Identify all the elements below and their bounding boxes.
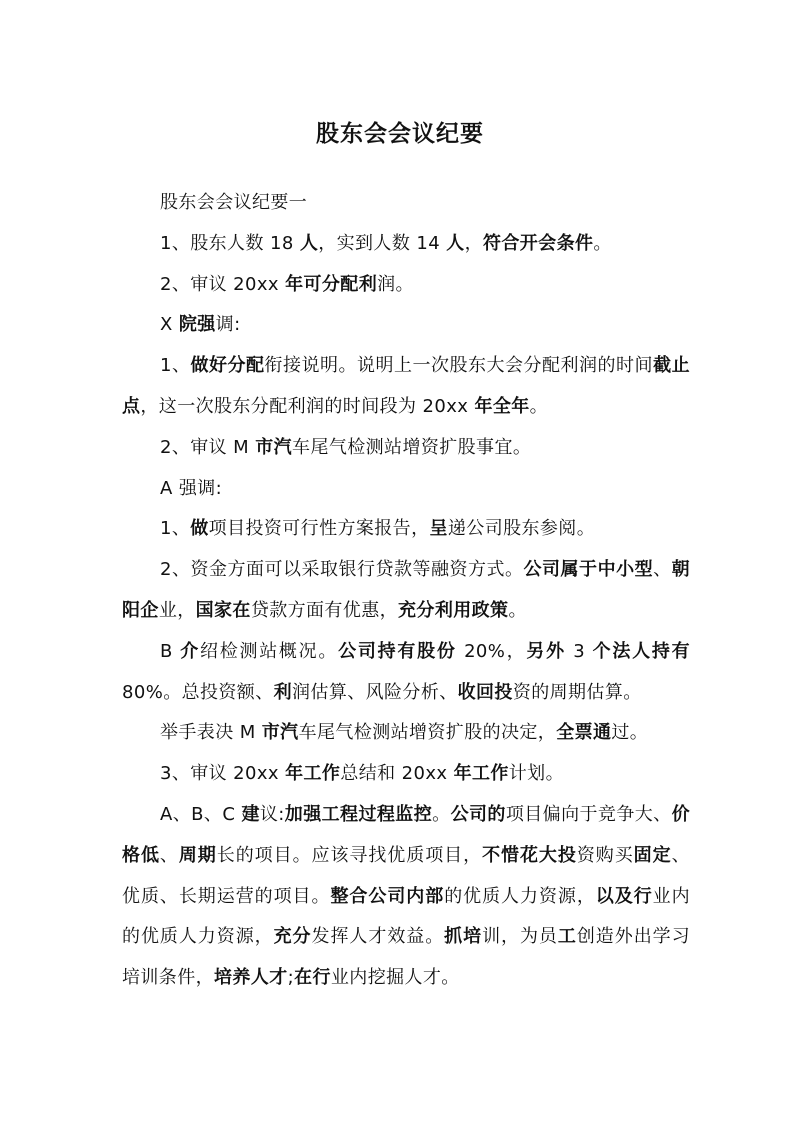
text-run: 润。 xyxy=(377,273,414,295)
text-run: 资的周期估算。 xyxy=(512,681,642,703)
bold-text-run: 做好分配 xyxy=(190,355,265,377)
text-run: 资购买 xyxy=(576,844,634,866)
text-run: 1、股东人数 18 xyxy=(160,232,300,254)
text-run: 项目投资可行性方案报告， xyxy=(208,518,430,540)
text-run: 举手表决 M xyxy=(160,722,262,744)
paragraph xyxy=(122,346,690,428)
paragraph xyxy=(122,469,690,510)
bold-text-run: 朝阳企 xyxy=(122,559,690,621)
text-run: 润估算、风险分析、 xyxy=(292,681,458,703)
text-run: ， xyxy=(464,232,483,254)
bold-text-run: 价格低 xyxy=(122,803,690,866)
text-run: 3 xyxy=(565,640,593,662)
text-run: A 强调: xyxy=(160,477,223,499)
text-run: 贷款方面有优惠， xyxy=(250,599,399,621)
text-run: ，这一次股东分配利润的时间段为 20xx xyxy=(140,395,475,417)
bold-text-run: 固定 xyxy=(633,844,672,866)
text-run: 创造外出学习培训条件， xyxy=(122,926,690,989)
text-run: 调: xyxy=(215,314,241,336)
text-run: X xyxy=(160,314,179,336)
text-run: 1、 xyxy=(160,518,191,540)
text-run: 1、 xyxy=(160,355,191,377)
text-run: 训，为员 xyxy=(482,926,558,948)
text-run: 长的项目。应该寻找优质项目， xyxy=(216,844,483,866)
paragraph xyxy=(122,305,690,346)
bold-text-run: 人 xyxy=(446,232,465,254)
bold-text-run: 在行 xyxy=(294,967,331,989)
text-run: 项目偏向于竞争大、 xyxy=(505,803,672,825)
bold-text-run: 呈 xyxy=(429,518,448,540)
text-run: 总结和 20xx xyxy=(340,763,454,785)
paragraph xyxy=(122,713,690,754)
bold-text-run: 另外 xyxy=(526,640,566,662)
bold-text-run: 公司的 xyxy=(450,803,506,825)
bold-text-run: 公司属于中小型 xyxy=(523,559,654,581)
text-run: 股东会会议纪要一 xyxy=(160,192,308,213)
bold-text-run: 充分利用政策 xyxy=(398,599,509,621)
bold-text-run: 个法人持有 xyxy=(592,640,690,662)
bold-text-run: 全票通 xyxy=(556,722,612,744)
text-run: 。 xyxy=(508,599,527,621)
paragraph xyxy=(122,265,690,306)
bold-text-run: 建 xyxy=(241,803,260,825)
bold-text-run: 公司持有股份 xyxy=(338,640,457,662)
bold-text-run: 人 xyxy=(299,232,319,254)
bold-text-run: 收回投 xyxy=(457,681,513,703)
text-run: 2、资金方面可以采取银行贷款等融资方式。 xyxy=(160,559,524,581)
paragraph xyxy=(122,632,690,714)
bold-text-run: 充分 xyxy=(273,926,312,948)
text-run: 。 xyxy=(593,232,612,254)
text-run: ; xyxy=(287,967,295,989)
text-run: 。 xyxy=(529,395,549,417)
bold-text-run: 以及行 xyxy=(595,885,653,907)
bold-text-run: 年可分配利 xyxy=(285,273,378,295)
page-title: 股东会会议纪要 xyxy=(316,121,484,148)
bold-text-run: 截止点 xyxy=(122,355,690,417)
paragraph xyxy=(122,795,690,999)
text-run: 2、审议 M xyxy=(160,436,256,458)
bold-text-run: 整合公司内部 xyxy=(330,885,445,907)
text-run: 的优质人力资源， xyxy=(444,885,596,907)
text-run: 业， xyxy=(158,599,196,621)
text-run: 绍检测站概况。 xyxy=(199,640,339,662)
text-run: 、优质、长期运营的项目。 xyxy=(122,844,690,907)
text-run: ，实到人数 14 xyxy=(318,232,447,254)
text-run: 20%， xyxy=(456,640,527,662)
text-run: 衔接说明。说明上一次股东大会分配利润的时间 xyxy=(264,355,654,377)
bold-text-run: 介 xyxy=(180,640,200,662)
document-body xyxy=(122,183,690,999)
paragraph xyxy=(122,428,690,469)
text-run: 。 xyxy=(432,803,451,825)
text-run: 计划。 xyxy=(508,763,564,785)
paragraph xyxy=(122,183,690,224)
text-run: 业内挖掘人才。 xyxy=(330,967,460,989)
bold-text-run: 加强工程过程监控 xyxy=(284,803,433,825)
paragraph xyxy=(122,754,690,795)
text-run: A、B、C xyxy=(160,803,242,825)
paragraph xyxy=(122,224,690,265)
text-run: 议: xyxy=(259,803,285,825)
bold-text-run: 抓培 xyxy=(444,926,483,948)
text-run: 业内的优质人力资源， xyxy=(122,885,691,948)
paragraph xyxy=(122,550,690,632)
bold-text-run: 培养人才 xyxy=(214,967,288,989)
bold-text-run: 年工作 xyxy=(453,763,509,785)
bold-text-run: 做 xyxy=(190,518,209,540)
bold-text-run: 市汽 xyxy=(261,722,299,744)
bold-text-run: 不惜花大投 xyxy=(482,844,577,866)
bold-text-run: 利 xyxy=(273,681,293,703)
text-run: 2、审议 20xx xyxy=(160,273,286,295)
text-run: 车尾气检测站增资扩股事宜。 xyxy=(292,436,532,458)
text-run: 80%。总投资额、 xyxy=(122,681,274,703)
text-run: 发挥人才效益。 xyxy=(311,926,445,948)
text-run: B xyxy=(160,640,181,662)
text-run: 、 xyxy=(653,559,672,581)
bold-text-run: 年工作 xyxy=(285,763,341,785)
text-run: 递公司股东参阅。 xyxy=(447,518,596,540)
text-run: 车尾气检测站增资扩股的决定， xyxy=(298,722,557,744)
text-run: 、 xyxy=(159,844,179,866)
bold-text-run: 国家在 xyxy=(195,599,251,621)
bold-text-run: 工 xyxy=(557,926,577,948)
bold-text-run: 符合开会条件 xyxy=(482,232,594,254)
paragraph xyxy=(122,509,690,550)
bold-text-run: 年全年 xyxy=(474,395,530,417)
text-run: 3、审议 20xx xyxy=(160,763,286,785)
bold-text-run: 院强 xyxy=(178,314,216,336)
text-run: 过。 xyxy=(611,722,649,744)
bold-text-run: 市汽 xyxy=(255,436,293,458)
bold-text-run: 周期 xyxy=(178,844,217,866)
